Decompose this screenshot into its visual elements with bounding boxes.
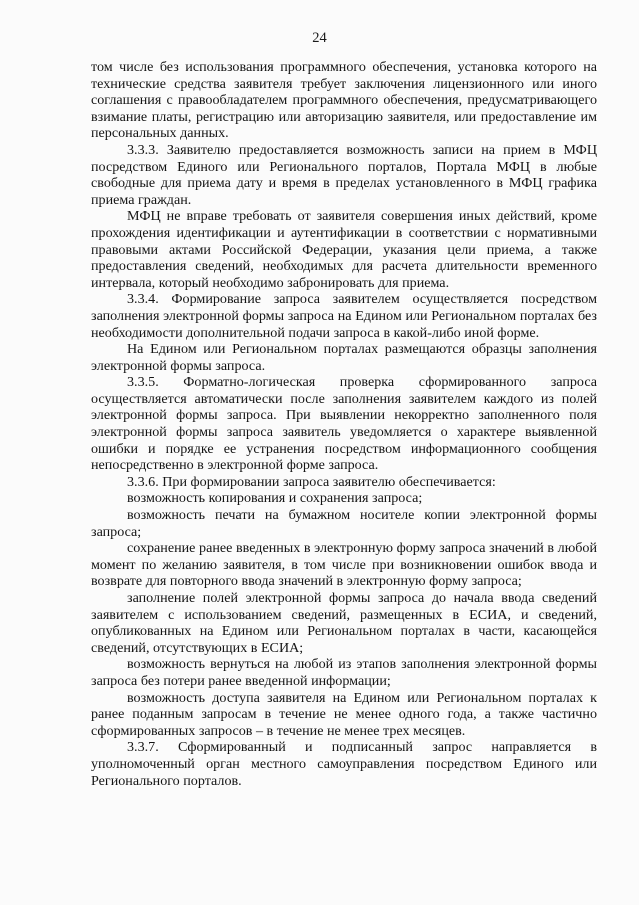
paragraph: 3.3.5. Форматно-логическая проверка сформированного запроса осуществляется автоматически после заполнения заявителем каждого из полей электронной формы запроса. При выявлении некорректно заполненного поля электронной формы запроса заявитель уведомляется о характере выявленной ошибки и порядке ее устранения посредством информационного сообщения непосредственно в электронной форме запроса. [91,374,597,474]
paragraph: 3.3.3. Заявителю предоставляется возможность записи на прием в МФЦ посредством Единого или Регионального порталов, Портала МФЦ в любые свободные для приема дату и время в пределах установленного в МФЦ графика приема граждан. [91,141,597,208]
paragraph: МФЦ не вправе требовать от заявителя совершения иных действий, кроме прохождения идентификации и аутентификации в соответствии с нормативными правовыми актами Российской Федерации, указания цели приема, а также предоставления сведений, необходимых для расчета длительности временного интервала, который необходимо забронировать для приема. [91,208,597,291]
paragraph: 3.3.4. Формирование запроса заявителем осуществляется посредством заполнения электронной формы запроса на Едином или Региональном порталах без необходимости дополнительной подачи запроса в какой-либо иной форме. [91,291,597,341]
paragraph: возможность вернуться на любой из этапов заполнения электронной формы запроса без потери ранее введенной информации; [91,656,597,689]
page-number: 24 [312,30,327,46]
paragraph: возможность доступа заявителя на Едином или Региональном порталах к ранее поданным запросам в течение не менее одного года, а также частично сформированных запросов – в течение не менее трех месяцев. [91,689,597,739]
paragraph: заполнение полей электронной формы запроса до начала ввода сведений заявителем с использованием сведений, размещенных в ЕСИА, и сведений, опубликованных на Едином или Региональном порталах в части, касающейся сведений, отсутствующих в ЕСИА; [91,590,597,656]
paragraph: сохранение ранее введенных в электронную форму запроса значений в любой момент по желанию заявителя, в том числе при возникновении ошибок ввода и возврате для повторного ввода значений в электронную форму запроса; [91,540,597,590]
paragraph: возможность копирования и сохранения запроса; [127,490,423,507]
paragraph: том числе без использования программного обеспечения, установка которого на технические средства заявителя требует заключения лицензионного или иного соглашения с правообладателем программного обеспечения, предусматривающего взимание платы, регистрацию или авторизацию заявителя, или предоставление им персональных данных. [91,59,597,142]
document-body [91,59,597,789]
paragraph: На Едином или Региональном порталах размещаются образцы заполнения электронной формы запроса. [91,341,597,374]
paragraph: 3.3.6. При формировании запроса заявителю обеспечивается: [127,473,496,490]
paragraph: 3.3.7. Сформированный и подписанный запрос направляется в уполномоченный орган местного самоуправления посредством Единого или Регионального порталов. [91,739,597,789]
paragraph: возможность печати на бумажном носителе копии электронной формы запроса; [91,507,597,540]
